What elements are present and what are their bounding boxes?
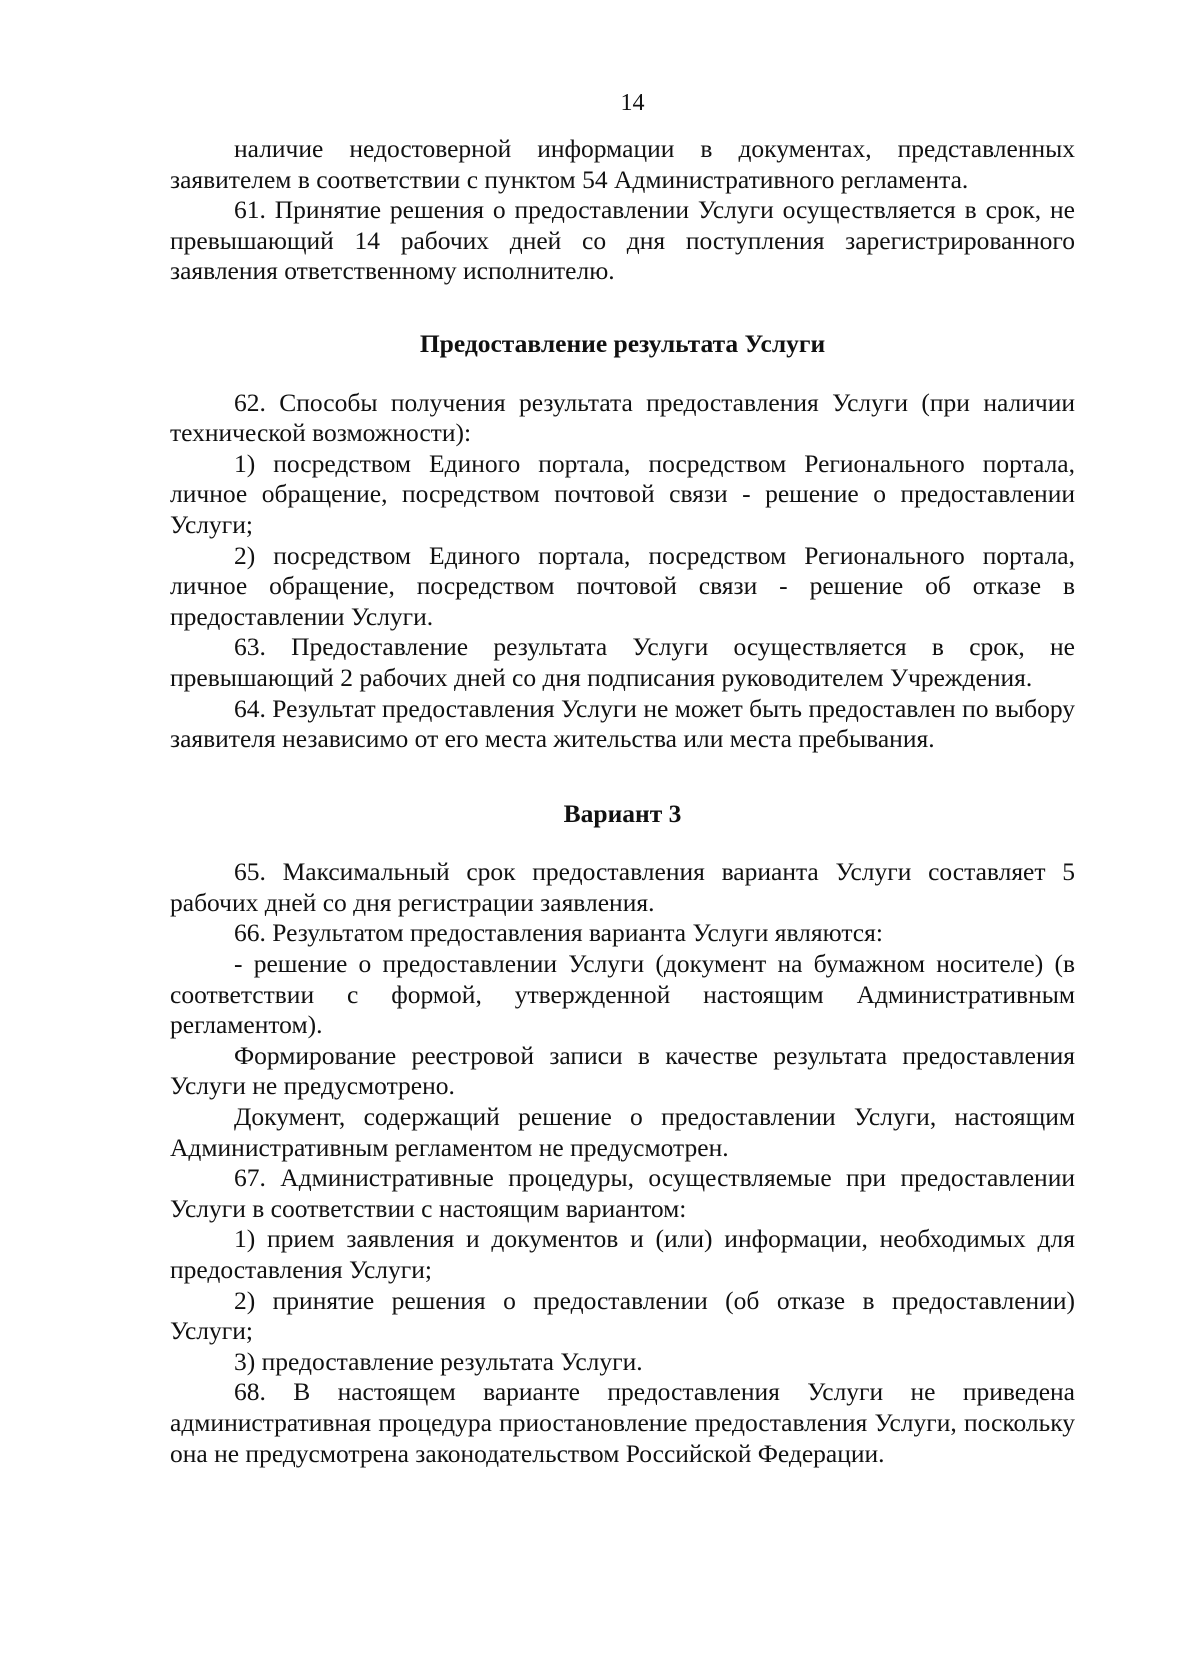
paragraph-invalid-info: наличие недостоверной информации в документах, представленных заявителем в соответствии с пунктом 54 Административного регламента. — [170, 134, 1075, 194]
paragraph-67-item-3: 3) предоставление результата Услуги. — [234, 1346, 643, 1376]
paragraph-66-decision: - решение о предоставлении Услуги (документ на бумажном носителе) (в соответствии с формой, утвержденной настоящим Административным регламентом). — [170, 949, 1075, 1040]
paragraph-63: 63. Предоставление результата Услуги осуществляется в срок, не превышающий 2 рабочих дней со дня подписания руководителем Учреждения. — [170, 632, 1075, 692]
page-number: 14 — [620, 90, 645, 116]
paragraph-62-item-2: 2) посредством Единого портала, посредством Регионального портала, личное обращение, посредством почтовой связи - решение об отказе в предоставлении Услуги. — [170, 540, 1075, 631]
paragraph-66: 66. Результатом предоставления варианта Услуги являются: — [234, 918, 883, 948]
paragraph-67-item-1: 1) прием заявления и документов и (или) информации, необходимых для предоставления Услуги; — [170, 1224, 1075, 1284]
section-heading-result: Предоставление результата Услуги — [419, 328, 826, 358]
paragraph-67: 67. Административные процедуры, осуществляемые при предоставлении Услуги в соответствии с настоящим вариантом: — [170, 1163, 1075, 1223]
paragraph-62: 62. Способы получения результата предоставления Услуги (при наличии технической возможности): — [170, 387, 1075, 448]
paragraph-64: 64. Результат предоставления Услуги не может быть предоставлен по выбору заявителя независимо от его места жительства или места пребывания. — [170, 693, 1075, 754]
paragraph-61: 61. Принятие решения о предоставлении Услуги осуществляется в срок, не превышающий 14 рабочих дней со дня поступления зарегистрированного заявления ответственному исполнителю. — [170, 195, 1075, 286]
paragraph-65: 65. Максимальный срок предоставления варианта Услуги составляет 5 рабочих дней со дня регистрации заявления. — [170, 857, 1075, 917]
document-page — [170, 88, 1075, 1469]
section-heading-variant-3: Вариант 3 — [563, 798, 682, 828]
paragraph-67-item-2: 2) принятие решения о предоставлении (об отказе в предоставлении) Услуги; — [170, 1285, 1075, 1346]
paragraph-62-item-1: 1) посредством Единого портала, посредством Регионального портала, личное обращение, посредством почтовой связи - решение о предоставлении Услуги; — [170, 448, 1075, 539]
paragraph-decision-document: Документ, содержащий решение о предоставлении Услуги, настоящим Административным регламентом не предусмотрен. — [170, 1102, 1075, 1162]
paragraph-registry-record: Формирование реестровой записи в качестве результата предоставления Услуги не предусмотрено. — [170, 1040, 1075, 1101]
paragraph-68: 68. В настоящем варианте предоставления Услуги не приведена административная процедура приостановление предоставления Услуги, поскольку она не предусмотрена законодательством Российской Федерации. — [170, 1377, 1075, 1468]
